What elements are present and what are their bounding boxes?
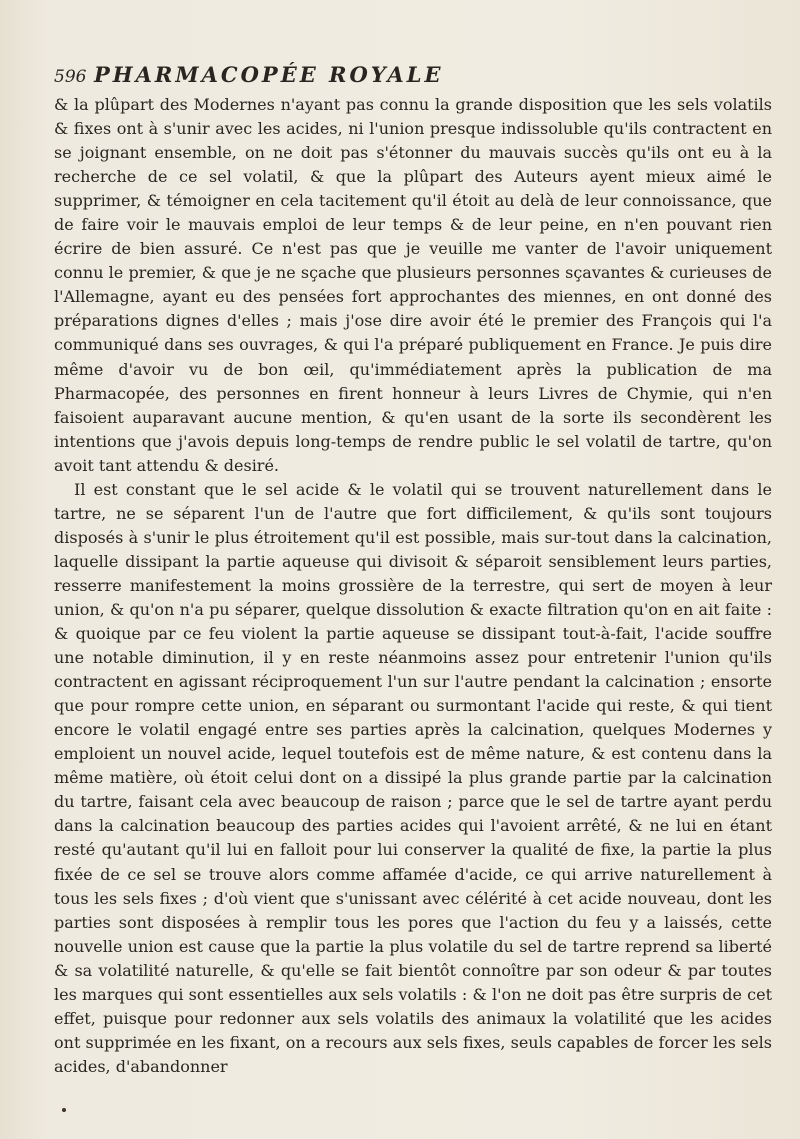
- paragraph-2: Il est constant que le sel acide & le volatil qui se trouvent naturellement dans le tartre, ne se séparent l'un de l'autre que fort difficilement, & qu'ils sont toujours disposés à s'unir le plus étroitement qu'il est possible, mais sur-tout dans la calcination, laquelle dissipant la partie aqueuse qui divisoit & séparoit sensiblement leurs parties, resserre manifestement la moins grossière de la terrestre, qui sert de moyen à leur union, & qu'on n'a pu séparer, quelque dissolution & exacte filtration qu'on en ait faite : & quoique par ce feu violent la partie aqueuse se dissipant tout-à-fait, l'acide souffre une notable diminution, il y en reste néanmoins assez pour entretenir l'union qu'ils contractent en agissant réciproquement l'un sur l'autre pendant la calcination ; ensorte que pour rompre cette union, en séparant ou surmontant l'acide qui reste, & qui tient encore le volatil engagé entre ses parties après la calcination, quelques Modernes y emploient un nouvel acide, lequel toutefois est de même nature, & est contenu dans la même matière, où étoit celui dont on a dissipé la plus grande partie par la calcination du tartre, faisant cela avec beaucoup de raison ; parce que le sel de tartre ayant perdu dans la calcination beaucoup des parties acides qui l'avoient arrêté, & ne lui en étant resté qu'autant qu'il lui en falloit pour lui conserver la qualité de fixe, la partie la plus fixée de ce sel se trouve alors comme affamée d'acide, ce qui arrive naturellement à tous les sels fixes ; d'où vient que s'unissant avec célérité à cet acide nouveau, dont les parties sont disposées à remplir tous les pores que l'action du feu y a laissés, cette nouvelle union est cause que la partie la plus volatile du sel de tartre reprend sa liberté & sa volatilité naturelle, & qu'elle se fait bientôt connoître par son odeur & par toutes les marques qui sont essentielles aux sels volatils : & l'on ne doit pas être surpris de cet effet, puisque pour redonner aux sels volatils des animaux la volatilité que les acides ont supprimée en les fixant, on a recours aux sels fixes, seuls capables de forcer les sels acides, d'abandonner: [54, 479, 772, 1076]
- running-title: PHARMACOPÉE ROYALE: [94, 62, 444, 87]
- page-number: 596: [54, 67, 87, 87]
- body-text: [54, 93, 772, 1079]
- page-header: [54, 62, 772, 87]
- ink-spot: [62, 1108, 66, 1112]
- paragraph-1: & la plûpart des Modernes n'ayant pas connu la grande disposition que les sels volatils & fixes ont à s'unir avec les acides, ni l'union presque indissoluble qu'ils contractent en se joignant ensemble, on ne doit pas s'étonner du mauvais succès qu'ils ont eu à la recherche de ce sel volatil, & que la plûpart des Auteurs ayent mieux aimé le supprimer, & témoigner en cela tacitement qu'il étoit au delà de leur connoissance, que de faire voir le mauvais emploi de leur temps & de leur peine, en n'en pouvant rien écrire de bien assuré. Ce n'est pas que je veuille me vanter de l'avoir uniquement connu le premier, & que je ne sçache que plusieurs personnes sçavantes & curieuses de l'Allemagne, ayant eu des pensées fort approchantes des miennes, en ont donné des préparations dignes d'elles ; mais j'ose dire avoir été le premier des François qui l'a communiqué dans ses ouvrages, & qui l'a préparé publiquement en France. Je puis dire même d'avoir vu de bon œil, qu'immédiatement après la publication de ma Pharmacopée, des personnes en firent honneur à leurs Livres de Chymie, qui n'en faisoient auparavant aucune mention, & qu'en usant de la sorte ils secondèrent les intentions que j'avois depuis long-temps de rendre public le sel volatil de tartre, qu'on avoit tant attendu & desiré.: [54, 95, 772, 475]
